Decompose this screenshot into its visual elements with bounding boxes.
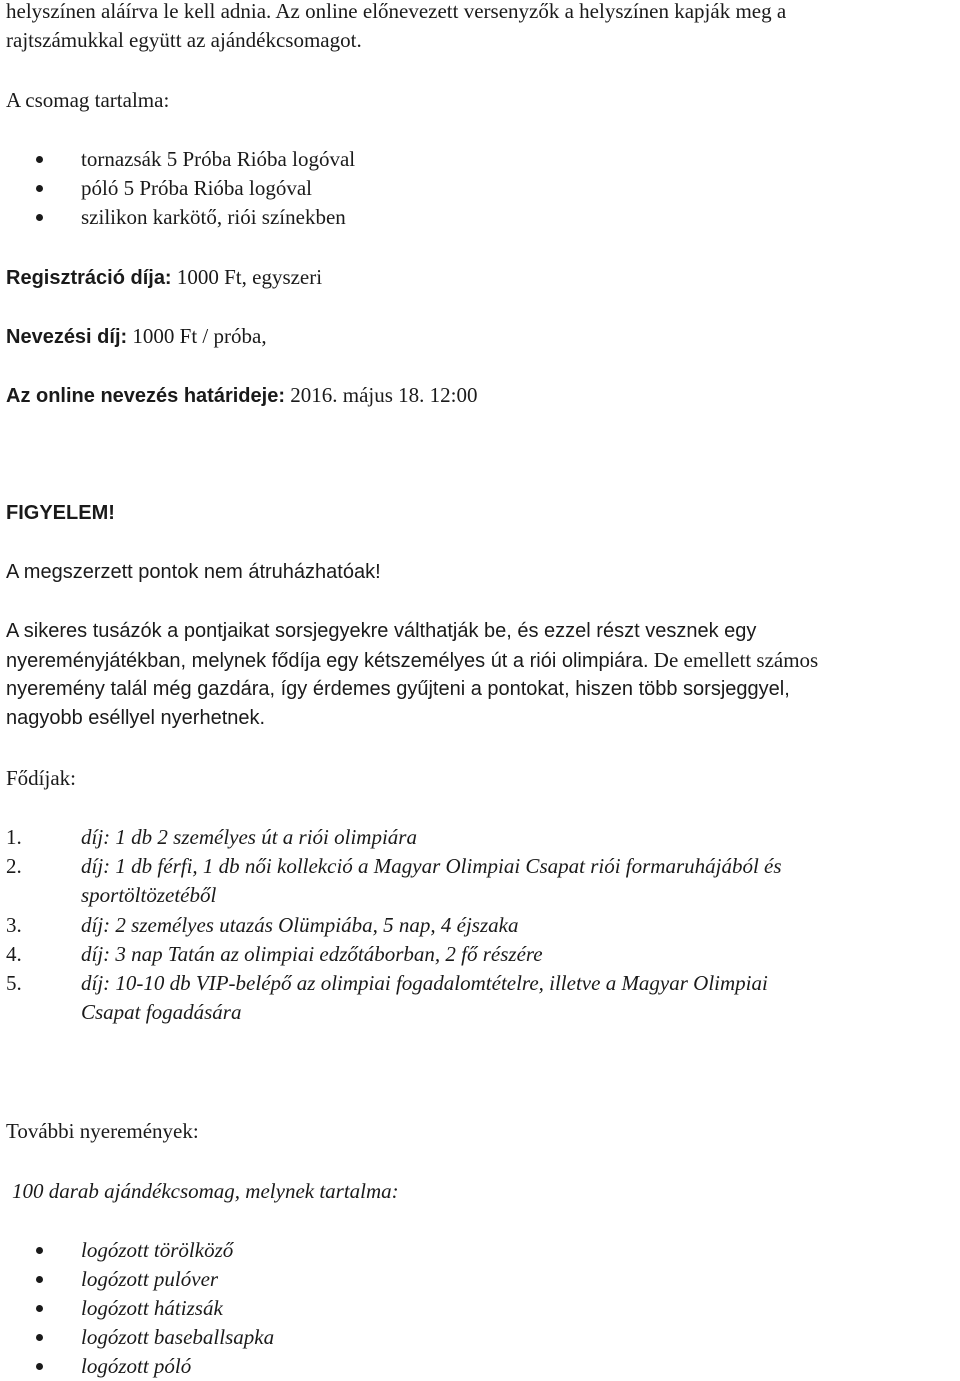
list-item-text: logózott baseballsapka [81, 1325, 275, 1349]
list-item-text: logózott póló [81, 1354, 192, 1378]
main-prizes-heading: Fődíjak: [6, 766, 77, 790]
bullet-icon [36, 1276, 43, 1283]
intro-line-2: rajtszámukkal együtt az ajándékcsomagot. [6, 28, 362, 52]
raffle-line-3: nyeremény talál még gazdára, így érdemes gyűjteni a pontokat, hiszen több sorsjeggyel, [6, 678, 790, 700]
raffle-line-2 [6, 646, 818, 676]
list-item-text: tornazsák 5 Próba Rióba logóval [81, 147, 356, 171]
prize-text: díj: 2 személyes utazás Olümpiába, 5 nap, 4 éjszaka [81, 913, 519, 937]
registration-fee-label: Regisztráció díja: [6, 267, 172, 289]
deadline [6, 381, 477, 411]
bullet-icon [36, 1334, 43, 1341]
intro-line-1: helyszínen aláírva le kell adnia. Az online előnevezett versenyzők a helyszínen kapják meg a [6, 0, 787, 23]
deadline-value: 2016. május 18. 12:00 [284, 383, 478, 407]
deadline-label: Az online nevezés határideje: [6, 385, 285, 407]
raffle-line-2-start: nyereményjátékban, melynek fődíja egy kétszemélyes út a riói olimpiára. [6, 650, 649, 672]
raffle-line-2-rest: De emellett számos [648, 648, 819, 672]
registration-fee [6, 263, 322, 293]
list-item-text: póló 5 Próba Rióba logóval [81, 176, 312, 200]
bullet-icon [36, 156, 43, 163]
entry-fee [6, 322, 267, 352]
prize-text: Csapat fogadására [81, 1000, 242, 1024]
prize-text: díj: 1 db férfi, 1 db női kollekció a Magyar Olimpiai Csapat riói formaruhájából és [81, 854, 782, 878]
prize-text: sportöltözetéből [81, 883, 217, 907]
bullet-icon [36, 214, 43, 221]
more-prizes-subheading: 100 darab ajándékcsomag, melynek tartalma: [12, 1179, 399, 1203]
notice-title: FIGYELEM! [6, 502, 115, 524]
raffle-line-1: A sikeres tusázók a pontjaikat sorsjegyekre válthatják be, és ezzel részt vesznek egy [6, 620, 757, 642]
raffle-line-4: nagyobb eséllyel nyerhetnek. [6, 707, 266, 729]
list-item-text: szilikon karkötő, riói színekben [81, 205, 346, 229]
entry-fee-value: 1000 Ft / próba, [127, 324, 267, 348]
prize-number: 5. [6, 971, 22, 995]
notice-text: A megszerzett pontok nem átruházhatóak! [6, 561, 381, 583]
list-item-text: logózott hátizsák [81, 1296, 223, 1320]
entry-fee-label: Nevezési díj: [6, 326, 128, 348]
prize-number: 4. [6, 942, 22, 966]
prize-text: díj: 3 nap Tatán az olimpiai edzőtáborban, 2 fő részére [81, 942, 543, 966]
bullet-icon [36, 1305, 43, 1312]
more-prizes-heading: További nyeremények: [6, 1119, 199, 1143]
package-heading: A csomag tartalma: [6, 88, 170, 112]
list-item-text: logózott pulóver [81, 1267, 219, 1291]
prize-number: 2. [6, 854, 22, 878]
prize-text: díj: 1 db 2 személyes út a riói olimpiára [81, 825, 417, 849]
prize-number: 3. [6, 913, 22, 937]
bullet-icon [36, 1247, 43, 1254]
prize-number: 1. [6, 825, 22, 849]
list-item-text: logózott törölköző [81, 1238, 234, 1262]
prize-text: díj: 10-10 db VIP-belépő az olimpiai fogadalomtételre, illetve a Magyar Olimpiai [81, 971, 768, 995]
bullet-icon [36, 1363, 43, 1370]
registration-fee-value: 1000 Ft, egyszeri [171, 265, 323, 289]
bullet-icon [36, 185, 43, 192]
